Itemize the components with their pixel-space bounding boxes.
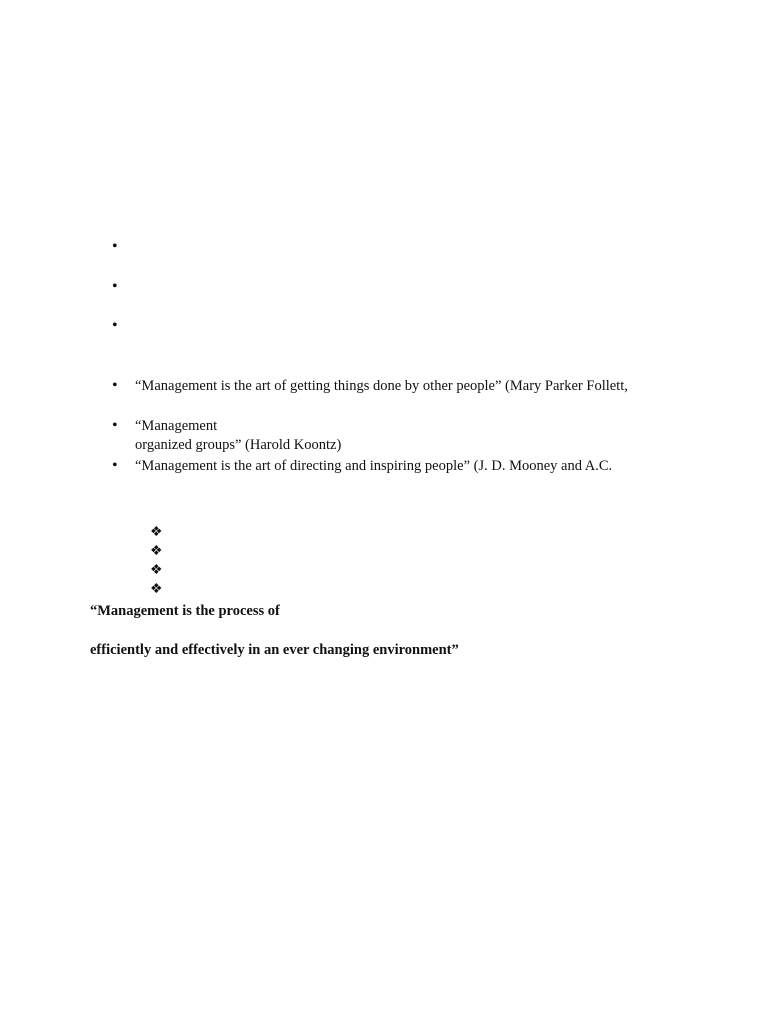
definition-line-2: efficiently and effectively in an ever changing environment” <box>90 642 459 658</box>
quote-follett: “Management is the art of getting things done by other people” (Mary Parker Follett, <box>135 378 628 394</box>
quote-mooney: “Management is the art of directing and inspiring people” (J. D. Mooney and A.C. <box>135 458 613 474</box>
diamond-bullet-1: ❖ <box>150 525 163 540</box>
diamond-bullet-4: ❖ <box>150 582 163 597</box>
diamond-bullet-3: ❖ <box>150 563 163 578</box>
empty-bullet-3: • <box>112 317 118 334</box>
empty-bullet-2: • <box>112 278 118 295</box>
definition-line-1: “Management is the process of <box>90 603 280 619</box>
quote-bullet-2: • <box>112 417 118 434</box>
quote-koontz-line2: organized groups” (Harold Koontz) <box>135 437 342 453</box>
quote-bullet-1: • <box>112 377 118 394</box>
quote-koontz-line1: “Management <box>135 418 218 434</box>
diamond-bullet-2: ❖ <box>150 544 163 559</box>
empty-bullet-1: • <box>112 238 118 255</box>
quote-bullet-3: • <box>112 457 118 474</box>
